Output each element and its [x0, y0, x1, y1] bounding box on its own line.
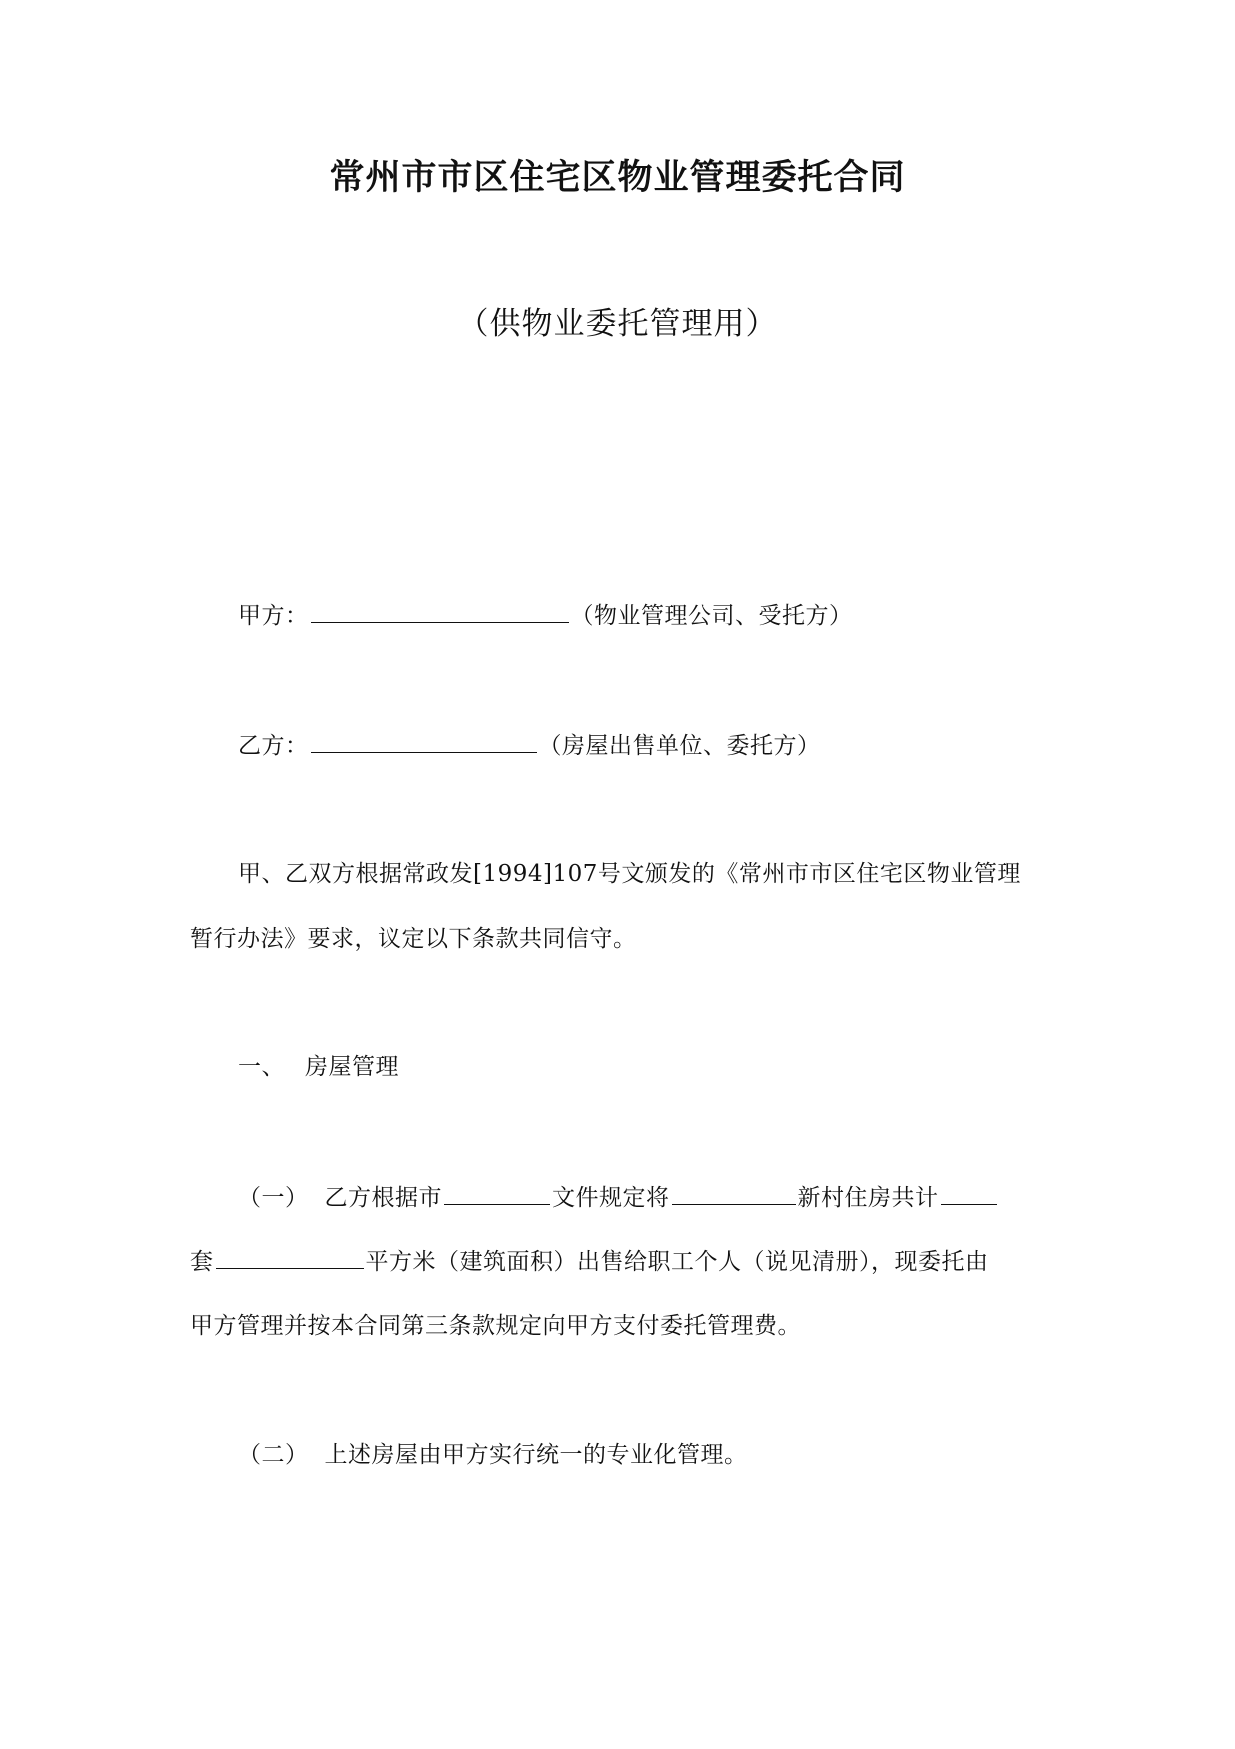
party-a-line [238, 600, 853, 631]
document-title: 常州市市区住宅区物业管理委托合同 [329, 158, 906, 198]
clause-1-number: （一） [238, 1185, 309, 1211]
section-1-heading [238, 1052, 399, 1082]
clause-1-seg-1: 乙方根据市 [324, 1185, 442, 1211]
area-blank [216, 1246, 364, 1269]
document-subtitle: （供物业委托管理用） [457, 306, 778, 342]
clause-2-text: 上述房屋由甲方实行统一的专业化管理。 [324, 1442, 748, 1468]
clause-1-seg-4: 套 [190, 1249, 214, 1275]
clause-1-seg-3: 新村住房共计 [797, 1185, 939, 1211]
party-a-label: 甲方： [238, 603, 309, 629]
clause-1-seg-5: 平方米（建筑面积）出售给职工个人（说见清册），现委托由 [365, 1249, 989, 1275]
section-1-number: 一、 [238, 1054, 285, 1080]
unit-count-blank [941, 1182, 997, 1205]
clause-2-number: （二） [238, 1442, 309, 1468]
clause-1-line-1 [238, 1182, 999, 1213]
party-b-blank [311, 730, 537, 753]
preamble-line-1: 甲、乙双方根据常政发[1994]107号文颁发的《常州市市区住宅区物业管理 [238, 861, 1021, 887]
city-document-blank [444, 1182, 550, 1205]
party-a-note: （物业管理公司、受托方） [570, 603, 853, 629]
party-a-blank [311, 600, 569, 623]
preamble-line-2: 暂行办法》要求，议定以下条款共同信守。 [190, 926, 637, 952]
clause-1-line-3: 甲方管理并按本合同第三条款规定向甲方支付委托管理费。 [190, 1313, 801, 1339]
clause-1-line-2 [190, 1246, 989, 1277]
party-b-line [238, 730, 821, 761]
party-b-label: 乙方： [238, 733, 309, 759]
party-b-note: （房屋出售单位、委托方） [538, 733, 821, 759]
estate-name-blank [672, 1182, 796, 1205]
section-1-title: 房屋管理 [305, 1054, 399, 1080]
clause-2-line [238, 1440, 748, 1470]
clause-1-seg-2: 文件规定将 [552, 1185, 670, 1211]
